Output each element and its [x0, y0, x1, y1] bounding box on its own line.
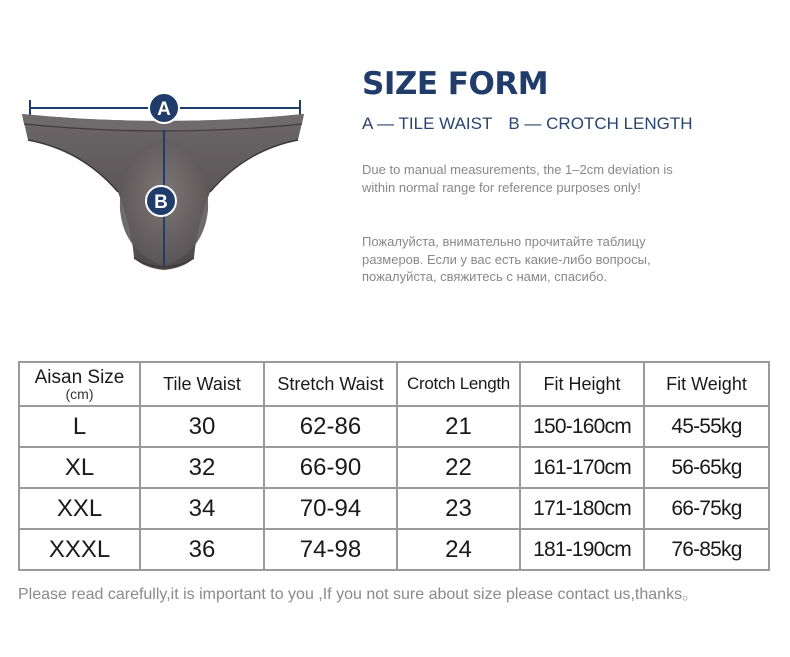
header-crotch-length: Crotch Length	[397, 362, 520, 406]
cell-fit-height: 150-160cm	[520, 406, 644, 447]
cell-stretch-waist: 62-86	[264, 406, 397, 447]
cell-crotch-length: 22	[397, 447, 520, 488]
garment-diagram	[14, 80, 314, 290]
page-title: SIZE FORM	[362, 66, 549, 102]
cell-stretch-waist: 70-94	[264, 488, 397, 529]
table-row	[19, 447, 769, 488]
cell-crotch-length: 24	[397, 529, 520, 570]
cell-fit-height: 181-190cm	[520, 529, 644, 570]
legend-a: A — TILE WAIST	[362, 114, 493, 133]
cell-fit-weight: 76-85kg	[644, 529, 769, 570]
note-english: Due to manual measurements, the 1–2cm deviation is within normal range for reference purposes only!	[362, 162, 673, 195]
cell-tile-waist: 30	[140, 406, 264, 447]
cell-stretch-waist: 74-98	[264, 529, 397, 570]
table-header-row	[19, 362, 769, 406]
header-fit-height: Fit Height	[520, 362, 644, 406]
cell-stretch-waist: 66-90	[264, 447, 397, 488]
table-row	[19, 406, 769, 447]
header-size-label: Aisan Size	[34, 366, 125, 388]
header-fit-weight: Fit Weight	[644, 362, 769, 406]
legend-b: B — CROTCH LENGTH	[508, 114, 693, 133]
cell-fit-weight: 56-65kg	[644, 447, 769, 488]
cell-fit-weight: 45-55kg	[644, 406, 769, 447]
measurement-legend	[362, 114, 693, 134]
table-row	[19, 529, 769, 570]
cell-crotch-length: 23	[397, 488, 520, 529]
cell-crotch-length: 21	[397, 406, 520, 447]
cell-size: L	[19, 406, 140, 447]
cell-size: XXXL	[19, 529, 140, 570]
cell-tile-waist: 32	[140, 447, 264, 488]
cell-size: XXL	[19, 488, 140, 529]
size-table	[18, 361, 770, 571]
marker-a	[149, 93, 179, 123]
header-size-unit: (cm)	[65, 385, 94, 402]
marker-b-label: B	[154, 192, 168, 213]
marker-a-label: A	[157, 99, 171, 120]
cell-size: XL	[19, 447, 140, 488]
header-stretch-waist: Stretch Waist	[264, 362, 397, 406]
footer-note: Please read carefully,it is important to you ,If you not sure about size please contact us,thanks。	[18, 586, 699, 603]
marker-b	[146, 186, 176, 216]
cell-fit-height: 161-170cm	[520, 447, 644, 488]
cell-fit-weight: 66-75kg	[644, 488, 769, 529]
header-tile-waist: Tile Waist	[140, 362, 264, 406]
header-size	[19, 362, 140, 406]
cell-fit-height: 171-180cm	[520, 488, 644, 529]
table-row	[19, 488, 769, 529]
note-russian: Пожалуйста, внимательно прочитайте таблицу размеров. Если у вас есть какие-либо вопросы, пожалуйста, свяжитесь с нами, спасибо.	[362, 234, 651, 284]
cell-tile-waist: 34	[140, 488, 264, 529]
cell-tile-waist: 36	[140, 529, 264, 570]
